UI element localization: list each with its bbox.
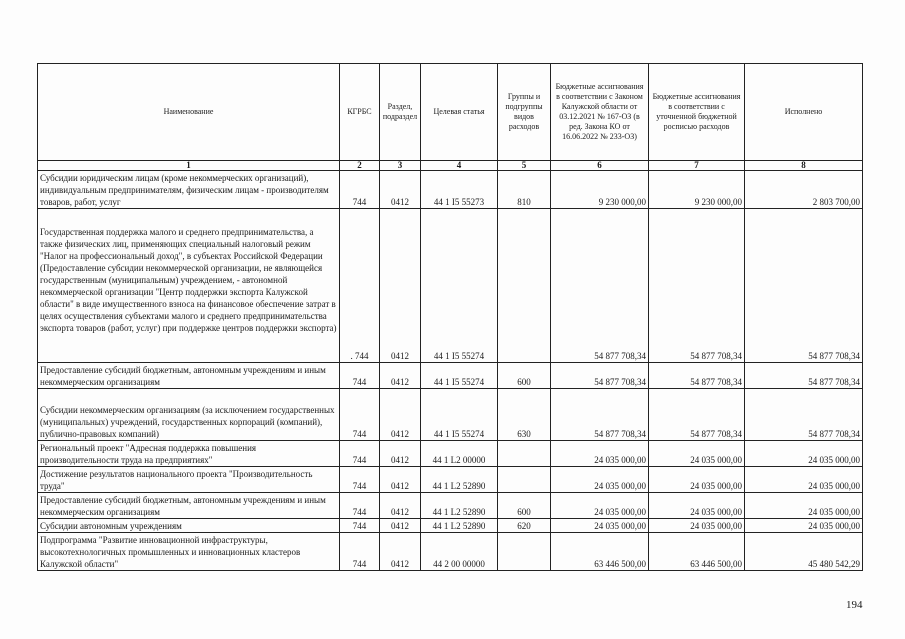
column-number: 2: [340, 161, 380, 171]
row-section: 0412: [380, 441, 421, 467]
row-name: Субсидии юридическим лицам (кроме некоммерческих организаций), индивидуальным предпринимателям, физическим лицам - производителям товаров, работ, услуг: [38, 171, 340, 209]
row-kgrbs: 744: [340, 441, 380, 467]
row-section: 0412: [380, 533, 421, 571]
row-executed-amount: 54 877 708,34: [745, 209, 863, 363]
header-name: Наименование: [38, 64, 340, 161]
budget-table: [37, 63, 863, 571]
row-section: 0412: [380, 389, 421, 441]
row-name: Субсидии некоммерческим организациям (за исключением государственных (муниципальных) учреждений, государственных корпораций (компаний), публично-правовых компаний): [38, 389, 340, 441]
row-group: [498, 467, 551, 493]
row-executed-amount: 54 877 708,34: [745, 389, 863, 441]
row-executed-amount: 54 877 708,34: [745, 363, 863, 389]
table-row: [38, 493, 863, 519]
header-target: Целевая статья: [421, 64, 498, 161]
row-kgrbs: 744: [340, 389, 380, 441]
row-law-amount: 54 877 708,34: [551, 389, 649, 441]
column-number: 5: [498, 161, 551, 171]
row-law-amount: 24 035 000,00: [551, 467, 649, 493]
row-group: 600: [498, 363, 551, 389]
row-group: [498, 441, 551, 467]
row-law-amount: 24 035 000,00: [551, 441, 649, 467]
table-row: [38, 519, 863, 533]
row-section: 0412: [380, 467, 421, 493]
table-row: [38, 389, 863, 441]
column-number-row: [38, 161, 863, 171]
column-number: 8: [745, 161, 863, 171]
row-law-amount: 9 230 000,00: [551, 171, 649, 209]
row-refined-amount: 9 230 000,00: [649, 171, 745, 209]
row-refined-amount: 54 877 708,34: [649, 389, 745, 441]
header-law: Бюджетные ассигнования в соответствии с Законом Калужской области от 03.12.2021 № 167-ОЗ (в ред. Закона КО от 16.06.2022 № 233-ОЗ): [551, 64, 649, 161]
row-refined-amount: 24 035 000,00: [649, 493, 745, 519]
row-executed-amount: 2 803 700,00: [745, 171, 863, 209]
row-executed-amount: 24 035 000,00: [745, 441, 863, 467]
row-refined-amount: 63 446 500,00: [649, 533, 745, 571]
row-kgrbs: 744: [340, 533, 380, 571]
row-kgrbs: 744: [340, 363, 380, 389]
row-name: Предоставление субсидий бюджетным, автономным учреждениям и иным некоммерческим организациям: [38, 493, 340, 519]
row-kgrbs: 744: [340, 467, 380, 493]
row-section: 0412: [380, 363, 421, 389]
column-number: 4: [421, 161, 498, 171]
row-target: 44 1 I5 55274: [421, 363, 498, 389]
table-row: [38, 533, 863, 571]
row-target: 44 1 L2 00000: [421, 441, 498, 467]
row-target: 44 1 L2 52890: [421, 519, 498, 533]
page-number: 194: [846, 599, 863, 611]
row-executed-amount: 24 035 000,00: [745, 493, 863, 519]
row-section: 0412: [380, 209, 421, 363]
header-section: Раздел, подраздел: [380, 64, 421, 161]
row-group: [498, 533, 551, 571]
column-number: 7: [649, 161, 745, 171]
header-row: [38, 64, 863, 161]
column-number: 6: [551, 161, 649, 171]
row-law-amount: 54 877 708,34: [551, 363, 649, 389]
row-law-amount: 63 446 500,00: [551, 533, 649, 571]
row-target: 44 1 I5 55274: [421, 209, 498, 363]
row-group: 620: [498, 519, 551, 533]
row-law-amount: 54 877 708,34: [551, 209, 649, 363]
row-law-amount: 24 035 000,00: [551, 493, 649, 519]
table-row: [38, 363, 863, 389]
row-refined-amount: 54 877 708,34: [649, 363, 745, 389]
row-refined-amount: 24 035 000,00: [649, 467, 745, 493]
row-target: 44 1 L2 52890: [421, 467, 498, 493]
row-group: [498, 209, 551, 363]
table-row: [38, 441, 863, 467]
row-group: 630: [498, 389, 551, 441]
row-refined-amount: 54 877 708,34: [649, 209, 745, 363]
row-name: Предоставление субсидий бюджетным, автономным учреждениям и иным некоммерческим организациям: [38, 363, 340, 389]
row-kgrbs: 744: [340, 493, 380, 519]
row-name: Подпрограмма "Развитие инновационной инфраструктуры, высокотехнологичных промышленных и инновационных кластеров Калужской области": [38, 533, 340, 571]
row-section: 0412: [380, 493, 421, 519]
row-section: 0412: [380, 171, 421, 209]
row-kgrbs: . 744: [340, 209, 380, 363]
row-executed-amount: 24 035 000,00: [745, 519, 863, 533]
row-refined-amount: 24 035 000,00: [649, 519, 745, 533]
row-law-amount: 24 035 000,00: [551, 519, 649, 533]
header-executed: Исполнено: [745, 64, 863, 161]
row-target: 44 1 I5 55273: [421, 171, 498, 209]
row-name: Субсидии автономным учреждениям: [38, 519, 340, 533]
header-groups: Группы и подгруппы видов расходов: [498, 64, 551, 161]
header-kgrbs: КГРБС: [340, 64, 380, 161]
row-executed-amount: 24 035 000,00: [745, 467, 863, 493]
row-name: Региональный проект "Адресная поддержка повышения производительности труда на предприятиях": [38, 441, 340, 467]
row-target: 44 1 L2 52890: [421, 493, 498, 519]
row-name: Достижение результатов национального проекта "Производительность труда": [38, 467, 340, 493]
header-refined: Бюджетные ассигнования в соответствии с уточненной бюджетной росписью расходов: [649, 64, 745, 161]
row-kgrbs: 744: [340, 171, 380, 209]
column-number: 3: [380, 161, 421, 171]
table-row: [38, 171, 863, 209]
table-row: [38, 467, 863, 493]
column-number: 1: [38, 161, 340, 171]
row-group: 600: [498, 493, 551, 519]
row-group: 810: [498, 171, 551, 209]
row-refined-amount: 24 035 000,00: [649, 441, 745, 467]
row-kgrbs: 744: [340, 519, 380, 533]
row-executed-amount: 45 480 542,29: [745, 533, 863, 571]
row-target: 44 2 00 00000: [421, 533, 498, 571]
table-row: [38, 209, 863, 363]
row-target: 44 1 I5 55274: [421, 389, 498, 441]
row-section: 0412: [380, 519, 421, 533]
row-name: Государственная поддержка малого и среднего предпринимательства, а также физических лиц, применяющих специальный налоговый режим "Налог на профессиональный доход", в субъектах Российской Федерации (Предоставление субсидии некоммерческой организации, не являющейся государственным (муниципальным) учреждением, - автономной некоммерческой организации "Центр поддержки экспорта Калужской области" в виде имущественного взноса на финансовое обеспечение затрат в целях осуществления субъектами малого и среднего предпринимательства экспорта товаров (работ, услуг) при поддержке центров поддержки экспорта): [38, 209, 340, 363]
